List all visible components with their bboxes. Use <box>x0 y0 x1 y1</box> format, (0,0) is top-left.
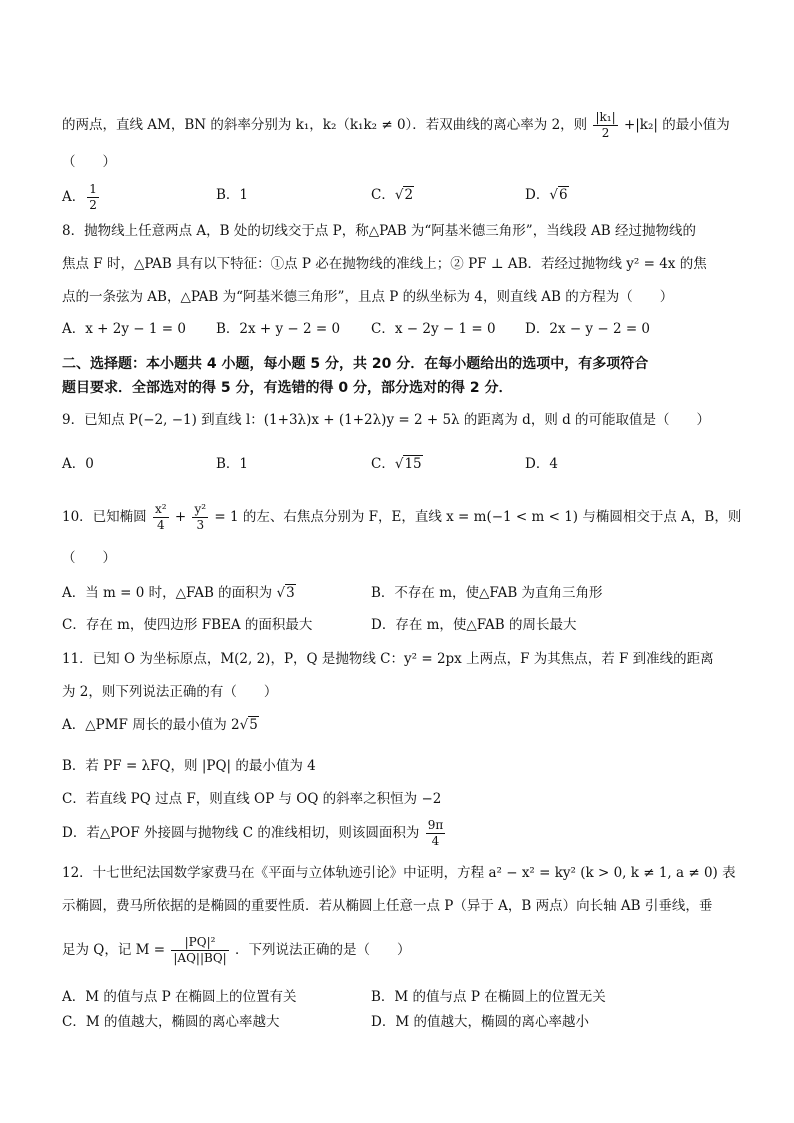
q12-option-a[interactable]: A．M 的值与点 P 在椭圆上的位置有关 <box>62 989 297 1005</box>
q12-stem-line-2: 示椭圆，费马所依据的是椭圆的重要性质．若从椭圆上任意一点 P（异于 A，B 两点）向长轴 AB 引垂线，垂 <box>62 898 713 914</box>
q10-option-d[interactable]: D．存在 m，使△FAB 的周长最大 <box>371 617 577 633</box>
q10-option-c[interactable]: C．存在 m，使四边形 FBEA 的面积最大 <box>62 617 313 633</box>
q7-option-a[interactable]: A． $\frac{1}{2}$ <box>62 182 97 212</box>
q7-option-b[interactable]: B．1 <box>216 187 249 203</box>
q11-option-b[interactable]: B．若 PF = λFQ，则 |PQ| 的最小值为 4 <box>62 758 316 774</box>
q12-stem-line-3: 足为 Q，记 M = $\frac{\text{|PQ|²}}{|AQ||BQ|}$ ．下列说法正确的是（ ） <box>62 935 411 965</box>
q7-option-c[interactable]: C．√2 <box>371 187 414 203</box>
q10-stem-line: 10．已知椭圆 $\frac{\text{x²}}{4}$ + $\frac{\text{y²}}{3}$ = 1 的左、右焦点分别为 F，E，直线 x = m(−1 < m < 1) 与椭圆相交于点 A，B，则 <box>62 502 742 532</box>
q11-option-c[interactable]: C．若直线 PQ 过点 F，则直线 OP 与 OQ 的斜率之积恒为 −2 <box>62 791 442 807</box>
q9-option-a[interactable]: A．0 <box>62 456 94 472</box>
q11-option-a[interactable]: A．△PMF 周长的最小值为 2√5 <box>62 717 258 733</box>
q10-option-b[interactable]: B．不存在 m，使△FAB 为直角三角形 <box>371 585 603 601</box>
q7-option-d[interactable]: D．√6 <box>525 187 568 203</box>
q8-stem-line-1: 8．抛物线上任意两点 A，B 处的切线交于点 P，称△PAB 为“阿基米德三角形”，当线段 AB 经过抛物线的 <box>62 223 696 239</box>
q12-stem-line-1: 12．十七世纪法国数学家费马在《平面与立体轨迹引论》中证明，方程 a² − x² = ky² (k > 0, k ≠ 1, a ≠ 0) 表 <box>62 865 736 881</box>
q9-option-c[interactable]: C．√15 <box>371 456 422 472</box>
section-heading-line-1: 二、选择题：本小题共 4 小题，每小题 5 分，共 20 分．在每小题给出的选项中，有多项符合 <box>62 356 649 372</box>
q11-fraction-area: $\frac{9\pi}{4}$ <box>427 818 444 848</box>
q9-stem-line: 9．已知点 P(−2, −1) 到直线 l：(1+3λ)x + (1+2λ)y = 2 + 5λ 的距离为 d，则 d 的可能取值是（ ） <box>62 412 711 428</box>
q11-option-d[interactable]: D．若△POF 外接圆与抛物线 C 的准线相切，则该圆面积为 $\frac{9\pi}{4}$ <box>62 818 444 848</box>
q9-option-d[interactable]: D．4 <box>525 456 558 472</box>
q11-stem-line-1: 11．已知 O 为坐标原点，M(2, 2)，P，Q 是抛物线 C：y² = 2px 上两点，F 为其焦点，若 F 到准线的距离 <box>62 651 714 667</box>
q10-fraction-x: $\frac{\text{x²}}{4}$ <box>154 502 167 532</box>
section-heading-line-2: 题目要求．全部选对的得 5 分，有选错的得 0 分，部分选对的得 2 分． <box>62 380 513 396</box>
q8-option-a[interactable]: A．x + 2y − 1 = 0 <box>62 321 186 337</box>
q7-answer-paren: （ ） <box>62 154 116 170</box>
q8-option-d[interactable]: D．2x − y − 2 = 0 <box>525 321 651 337</box>
q8-option-c[interactable]: C．x − 2y − 1 = 0 <box>371 321 496 337</box>
q8-stem-line-3: 点的一条弦为 AB，△PAB 为“阿基米德三角形”，且点 P 的纵坐标为 4，则直线 AB 的方程为（ ） <box>62 289 674 305</box>
q12-option-d[interactable]: D．M 的值越大，椭圆的离心率越小 <box>371 1014 589 1030</box>
q8-stem-line-2: 焦点 F 时，△PAB 具有以下特征：①点 P 必在抛物线的准线上；② PF ⊥ AB．若经过抛物线 y² = 4x 的焦 <box>62 256 707 272</box>
q7-stem-tail: +|k₂| 的最小值为 <box>623 117 730 133</box>
q7-fraction: $\frac{\text{|k₁|}}{2}$ <box>595 110 616 140</box>
q12-fraction-m: $\frac{\text{|PQ|²}}{|AQ||BQ|}$ <box>173 935 227 965</box>
q12-option-c[interactable]: C．M 的值越大，椭圆的离心率越大 <box>62 1014 280 1030</box>
q7-stem-line <box>62 110 730 141</box>
q9-option-b[interactable]: B．1 <box>216 456 249 472</box>
q11-stem-line-2: 为 2，则下列说法正确的有（ ） <box>62 684 278 700</box>
q10-option-a[interactable]: A．当 m = 0 时，△FAB 的面积为 √3 <box>62 585 295 601</box>
q7-stem-text: 的两点，直线 AM，BN 的斜率分别为 k₁，k₂（k₁k₂ ≠ 0）．若双曲线的离心率为 2，则 <box>62 117 588 133</box>
q8-option-b[interactable]: B．2x + y − 2 = 0 <box>216 321 341 337</box>
q10-answer-paren: （ ） <box>62 550 116 566</box>
q10-fraction-y: $\frac{\text{y²}}{3}$ <box>194 502 207 532</box>
q12-option-b[interactable]: B．M 的值与点 P 在椭圆上的位置无关 <box>371 989 606 1005</box>
